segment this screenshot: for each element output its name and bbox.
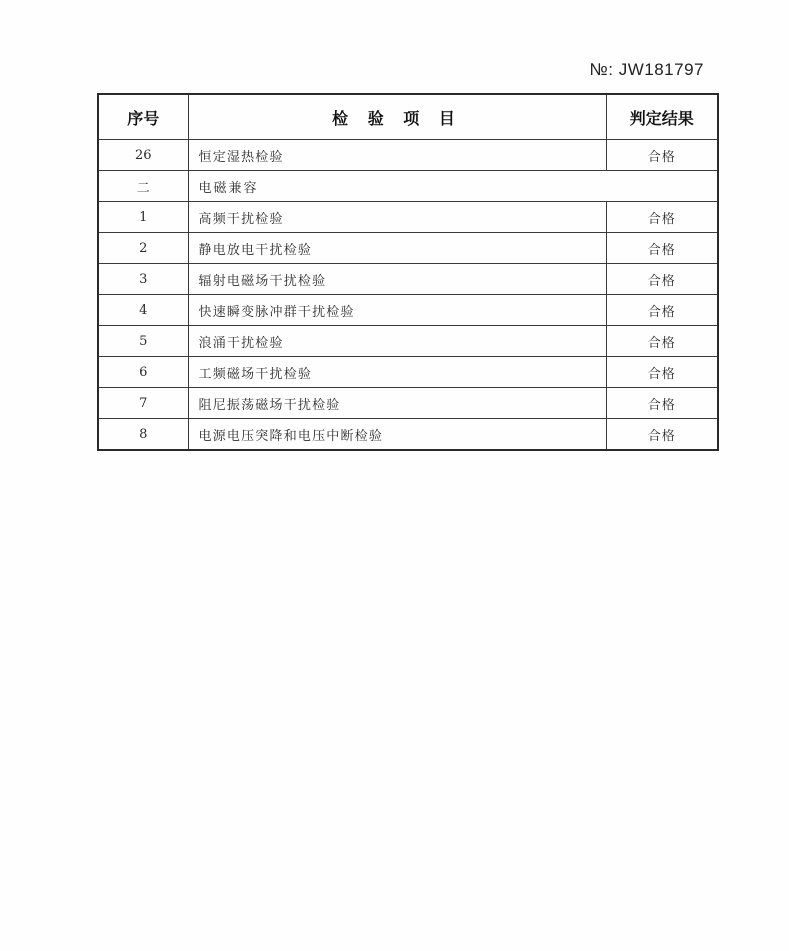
row-result: 合格 bbox=[606, 295, 718, 326]
table-row bbox=[98, 419, 718, 451]
row-inspection-item: 浪涌干扰检验 bbox=[188, 326, 606, 357]
header-serial-no: 序号 bbox=[98, 94, 188, 140]
row-result: 合格 bbox=[606, 264, 718, 295]
table-row bbox=[98, 295, 718, 326]
row-result: 合格 bbox=[606, 233, 718, 264]
section-row bbox=[98, 171, 718, 202]
section-title: 电磁兼容 bbox=[188, 171, 718, 202]
header-row bbox=[98, 94, 718, 140]
header-result: 判定结果 bbox=[606, 94, 718, 140]
table-row bbox=[98, 233, 718, 264]
row-inspection-item: 恒定湿热检验 bbox=[188, 140, 606, 171]
table-row bbox=[98, 264, 718, 295]
row-inspection-item: 工频磁场干扰检验 bbox=[188, 357, 606, 388]
row-inspection-item: 电源电压突降和电压中断检验 bbox=[188, 419, 606, 451]
row-serial-no: 5 bbox=[98, 326, 188, 357]
row-inspection-item: 阻尼振荡磁场干扰检验 bbox=[188, 388, 606, 419]
table-row bbox=[98, 326, 718, 357]
table-row bbox=[98, 357, 718, 388]
row-serial-no: 8 bbox=[98, 419, 188, 451]
row-result: 合格 bbox=[606, 140, 718, 171]
table-row bbox=[98, 388, 718, 419]
table-row bbox=[98, 202, 718, 233]
row-inspection-item: 高频干扰检验 bbox=[188, 202, 606, 233]
row-serial-no: 6 bbox=[98, 357, 188, 388]
row-inspection-item: 快速瞬变脉冲群干扰检验 bbox=[188, 295, 606, 326]
row-result: 合格 bbox=[606, 202, 718, 233]
table-header bbox=[98, 94, 718, 140]
row-result: 合格 bbox=[606, 388, 718, 419]
row-serial-no: 1 bbox=[98, 202, 188, 233]
header-inspection-item: 检 验 项 目 bbox=[188, 94, 606, 140]
row-serial-no: 2 bbox=[98, 233, 188, 264]
table-row bbox=[98, 140, 718, 171]
table-body bbox=[98, 140, 718, 451]
row-inspection-item: 静电放电干扰检验 bbox=[188, 233, 606, 264]
section-number: 二 bbox=[98, 171, 188, 202]
row-serial-no: 3 bbox=[98, 264, 188, 295]
row-serial-no: 4 bbox=[98, 295, 188, 326]
inspection-results-table bbox=[97, 93, 719, 451]
document-number: №: JW181797 bbox=[589, 60, 704, 79]
row-result: 合格 bbox=[606, 419, 718, 451]
row-inspection-item: 辐射电磁场干扰检验 bbox=[188, 264, 606, 295]
row-serial-no: 7 bbox=[98, 388, 188, 419]
row-result: 合格 bbox=[606, 357, 718, 388]
row-serial-no: 26 bbox=[98, 140, 188, 171]
row-result: 合格 bbox=[606, 326, 718, 357]
